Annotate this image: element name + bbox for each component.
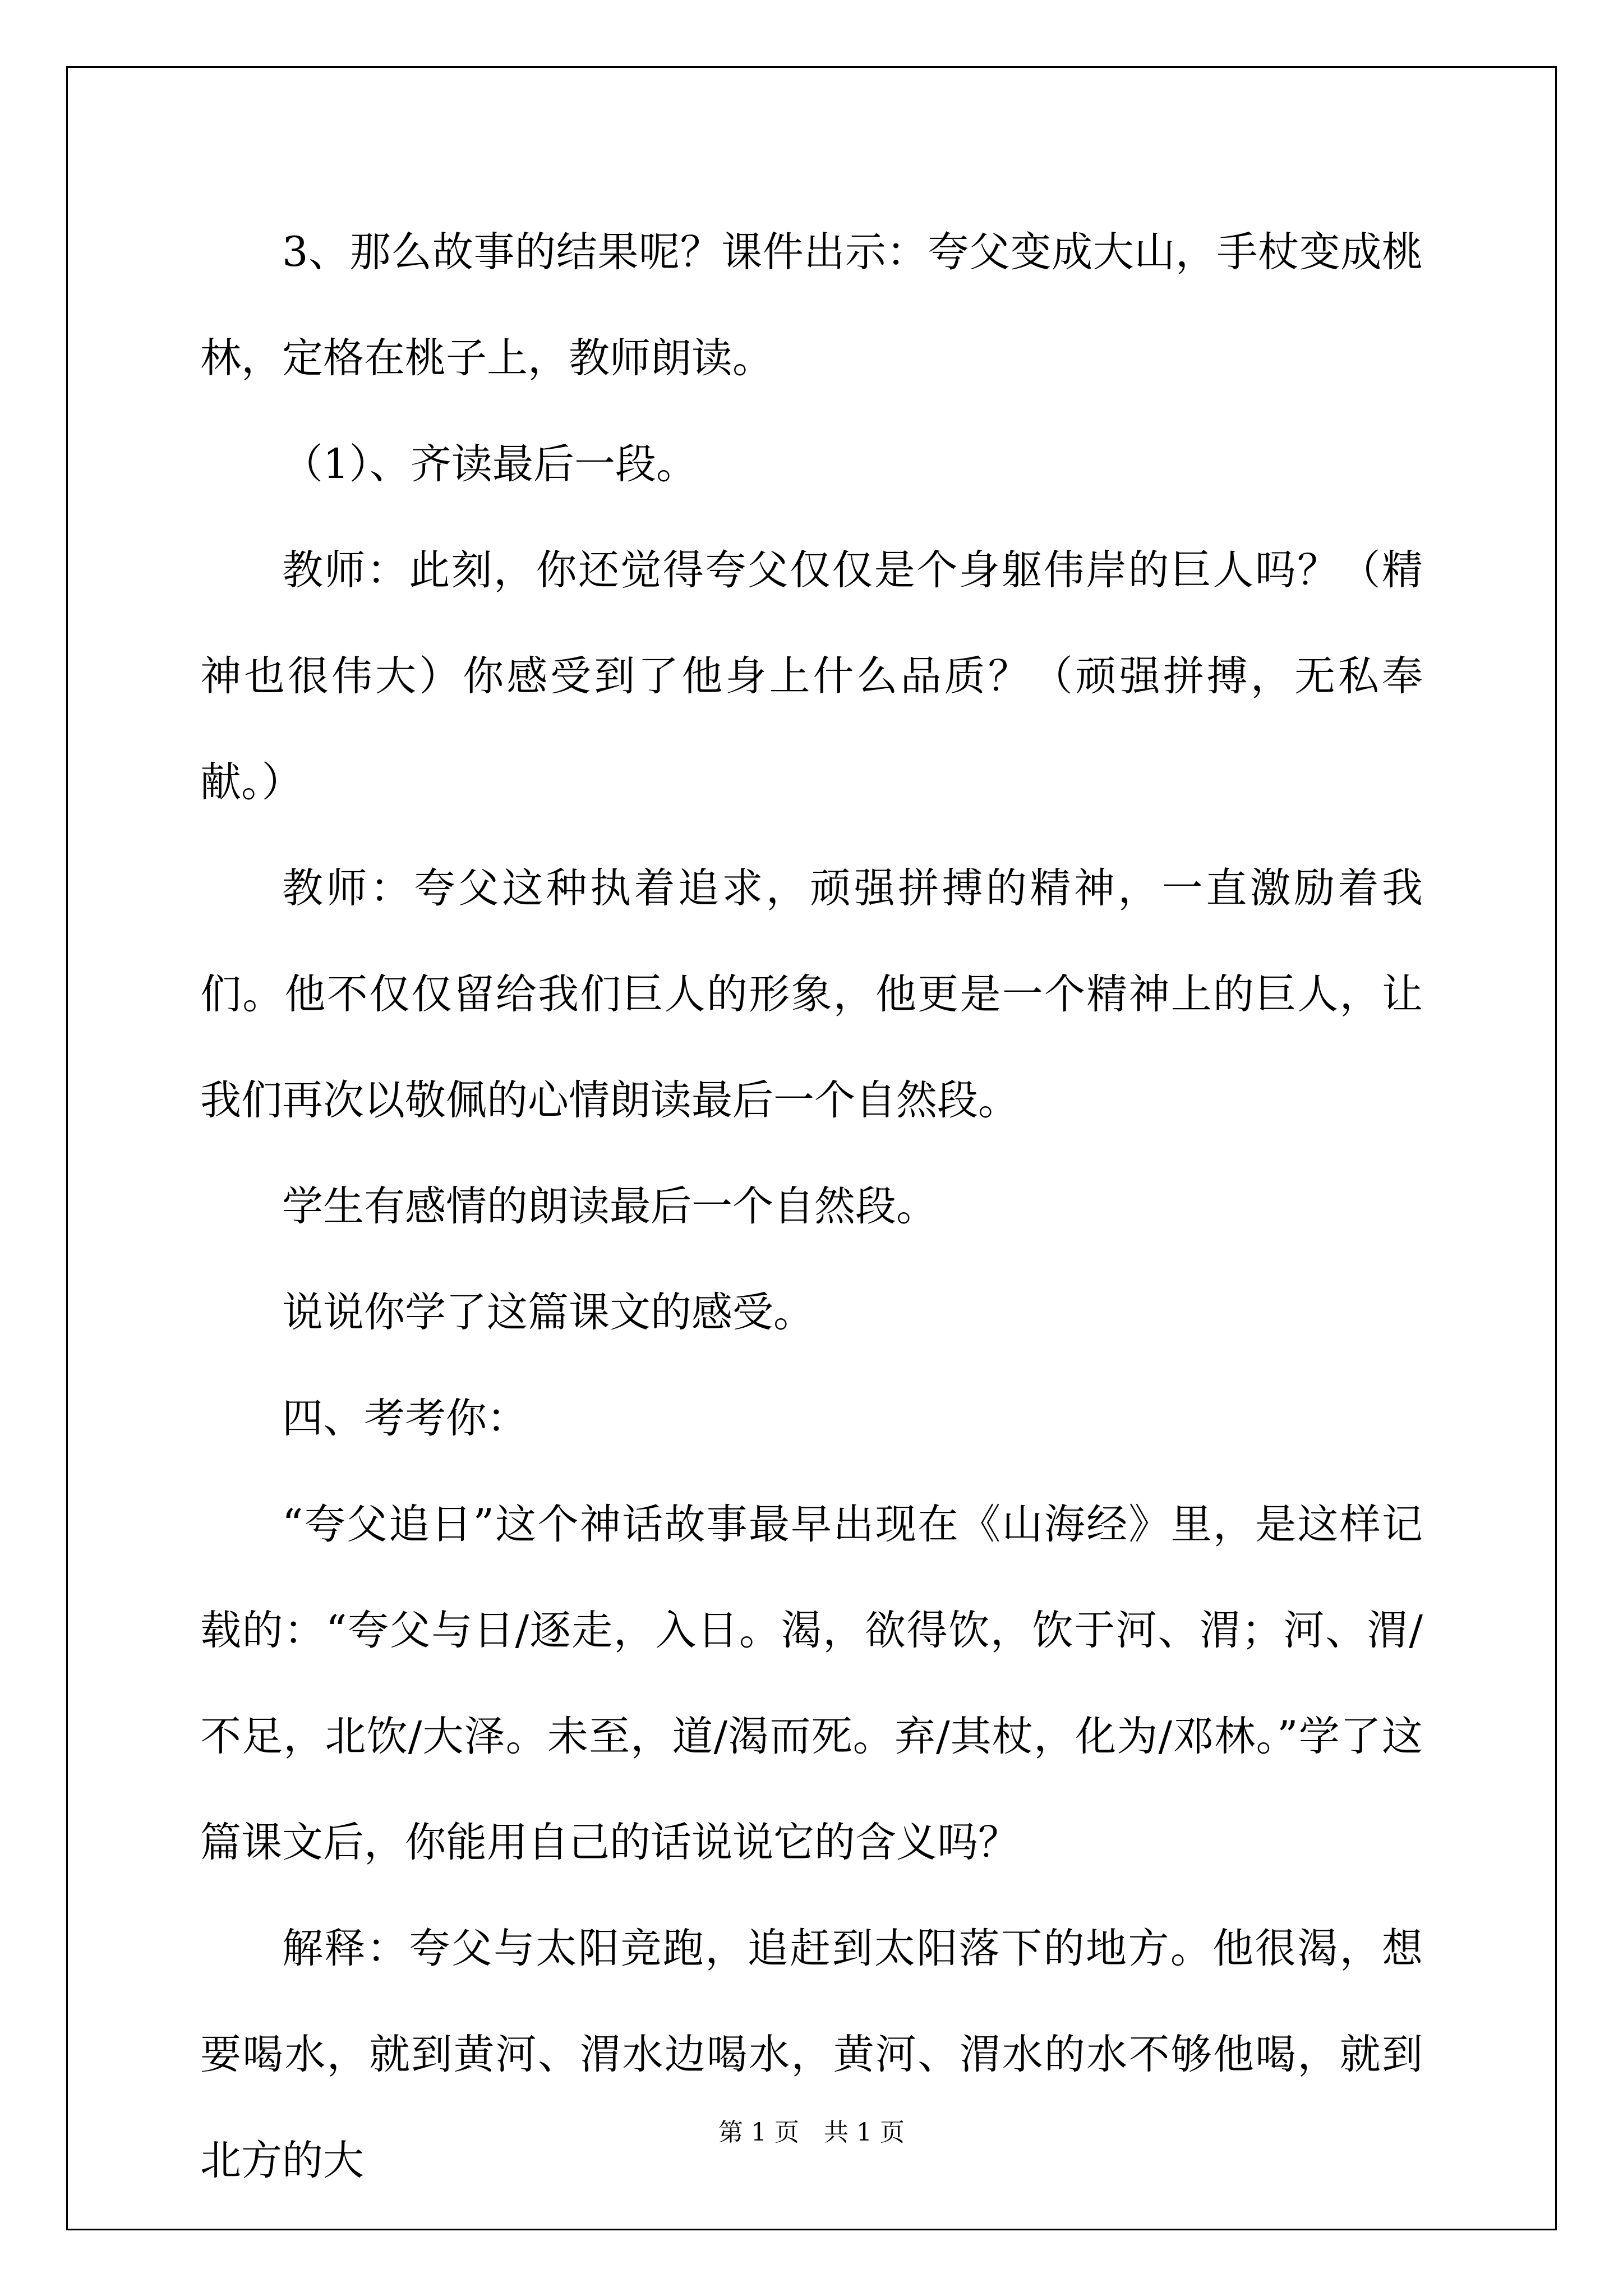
paragraph-student-reading: 学生有感情的朗读最后一个自然段。 — [282, 1182, 937, 1230]
paragraph-read-last-section: （1）、齐读最后一段。 — [282, 440, 697, 488]
section-heading-quiz: 四、考考你： — [282, 1395, 528, 1442]
paragraph-teacher-spirit: 教师：夸父这种执着追求，顽强拼搏的精神，一直激励着我们。他不仅仅留给我们巨人的形象，他更是一个精神上的巨人，让我们再次以敬佩的心情朗读最后一个自然段。 — [200, 864, 1423, 1124]
paragraph-teacher-question: 教师：此刻，你还觉得夸父仅仅是个身躯伟岸的巨人吗？（精神也很伟大）你感受到了他身上什么品质？（顽强拼搏，无私奉献。） — [200, 546, 1423, 806]
page-footer: 第 1 页 共 1 页 — [718, 2118, 905, 2147]
paragraph-share-feelings: 说说你学了这篇课文的感受。 — [282, 1289, 814, 1336]
paragraph-classical-text: “夸父追日”这个神话故事最早出现在《山海经》里，是这样记载的：“夸父与日/逐走，入日。渴，欲得饮，饮于河、渭；河、渭/不足，北饮/大泽。未至，道/渴而死。弃/其杖，化为/邓林。”学了这篇课文后，你能用自己的话说说它的含义吗？ — [200, 1501, 1423, 1866]
paragraph-explanation: 解释：夸父与太阳竞跑，追赶到太阳落下的地方。他很渴，想要喝水，就到黄河、渭水边喝水，黄河、渭水的水不够他喝，就到北方的大 — [200, 1925, 1423, 2184]
document-body — [200, 199, 1423, 2214]
paragraph-result: 3、那么故事的结果呢？课件出示：夸父变成大山，手杖变成桃林，定格在桃子上，教师朗读。 — [200, 228, 1423, 382]
